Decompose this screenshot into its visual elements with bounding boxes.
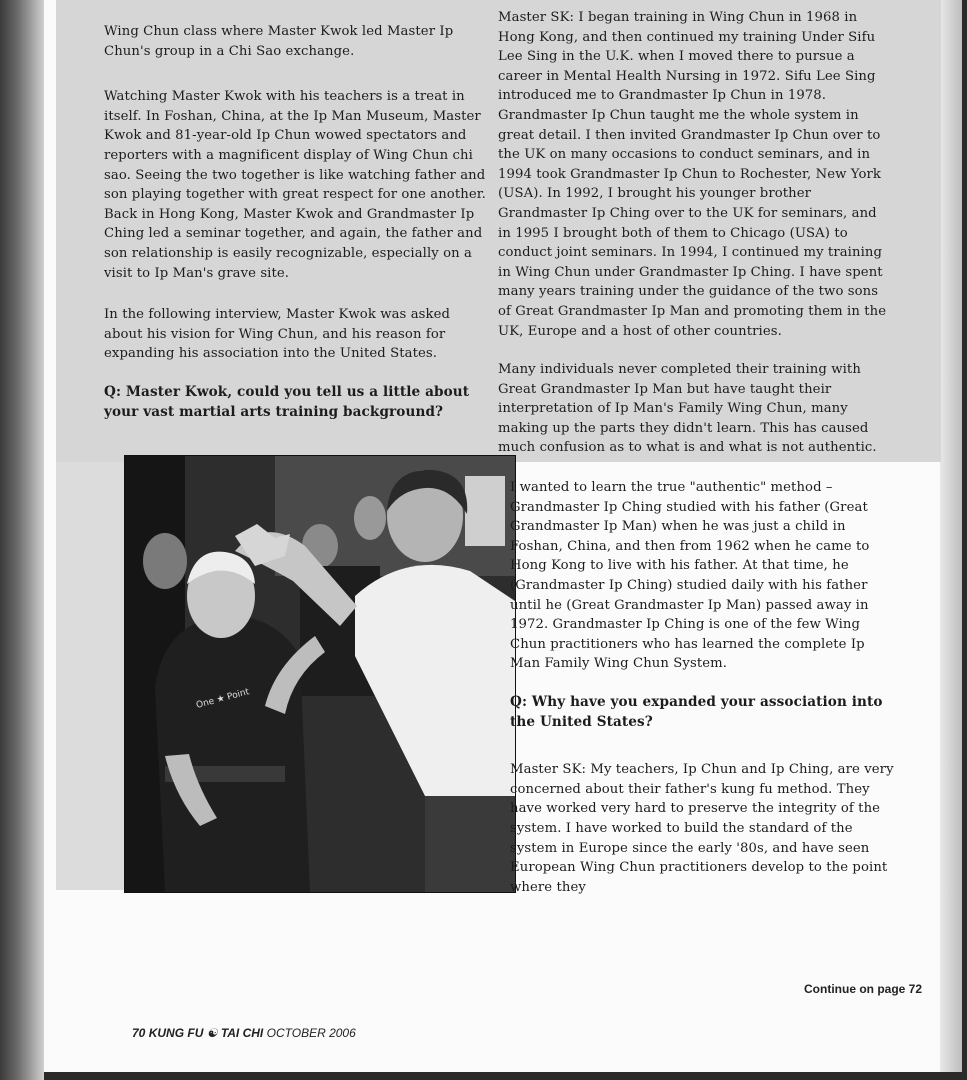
right-paragraph-3: I wanted to learn the true "authentic" method – Grandmaster Ip Ching studied with his father (Great Grandmaster Ip Man) when he was just a child in Foshan, China, and then from 1962 when he came to Hong Kong to live with his father. At that time, he (Grandmaster Ip Ching) studied daily with his father until he (Great Grandmaster Ip Man) passed away in 1972. Grandmaster Ip Ching is one of the few Wing Chun practitioners who has learned the complete Ip Man Family Wing Chun System. <box>510 480 870 672</box>
right-paragraph-1: Master SK: I began training in Wing Chun in 1968 in Hong Kong, and then continued my training Under Sifu Lee Sing in the U.K. when I moved there to pursue a career in Mental Health Nursing in 1972. Sifu Lee Sing introduced me to Grandmaster Ip Chun in 1978. Grandmaster Ip Chun taught me the whole system in great detail. I then invited Grandmaster Ip Chun over to the UK on many occasions to conduct seminars, and in 1994 took Grandmaster Ip Chun to Rochester, New York (USA). In 1992, I brought his younger brother Grandmaster Ip Ching over to the UK for seminars, and in 1995 I brought both of them to Chicago (USA) to conduct joint seminars. In 1994, I continued my training in Wing Chun under Grandmaster Ip Ching. I have spent many years training under the guidance of the two sons of Great Grandmaster Ip Man and promoting them in the UK, Europe and a host of other countries. <box>498 10 887 339</box>
footer-issue-date: OCTOBER 2006 <box>266 1026 356 1040</box>
page-gutter <box>940 0 962 1072</box>
yin-yang-icon: ☯ <box>206 1026 218 1040</box>
left-paragraph-1: Wing Chun class where Master Kwok led Master Ip Chun's group in a Chi Sao exchange. <box>104 24 454 59</box>
photo-illustration <box>125 456 515 892</box>
question-training-background: Q: Master Kwok, could you tell us a little about your vast martial arts training background? <box>104 383 470 420</box>
bystander-head-3 <box>354 496 386 540</box>
right-paragraph-4: Master SK: My teachers, Ip Chun and Ip Ching, are very concerned about their father's kung fu method. They have worked very hard to preserve the integrity of the system. I have worked to build the standard of the system in Europe since the early '80s, and have seen European Wing Chun practitioners develop to the point where they <box>510 762 894 895</box>
right-paragraph-2: Many individuals never completed their training with Great Grandmaster Ip Man but have taught their interpretation of Ip Man's Family Wing Chun, many making up the parts they didn't learn. This has caused much confusion as to what is and what is not authentic. <box>498 362 877 456</box>
left-paragraph-2: Watching Master Kwok with his teachers is a treat in itself. In Foshan, China, at the Ip Man Museum, Master Kwok and 81-year-old Ip Chun wowed spectators and reporters with a magnificent display of Wing Chun chi sao. Seeing the two together is like watching father and son playing together with great respect for one another. Back in Hong Kong, Master Kwok and Grandmaster Ip Ching led a seminar together, and again, the father and son relationship is easily recognizable, especially on a visit to Ip Man's grave site. <box>104 89 486 281</box>
shirt-text: One ★ Point <box>195 687 251 711</box>
page-footer <box>132 1026 356 1040</box>
photo-window <box>465 476 505 546</box>
elder-torso <box>155 616 310 892</box>
continue-on-page: Continue on page 72 <box>804 982 923 996</box>
footer-page-number: 70 <box>132 1026 146 1040</box>
right-column-top <box>498 8 888 477</box>
instructor-trousers <box>425 796 515 892</box>
left-paragraph-3: In the following interview, Master Kwok was asked about his vision for Wing Chun, and his reason for expanding his association into the United States. <box>104 307 451 362</box>
page-binding-edge <box>0 0 44 1080</box>
left-column <box>104 22 490 422</box>
photo-chi-sao <box>124 455 516 893</box>
footer-magazine-name: KUNG FU <box>148 1026 204 1040</box>
question-expand-association: Q: Why have you expanded your association into the United States? <box>510 693 883 730</box>
bystander-head-1 <box>143 533 187 589</box>
right-column-bottom <box>510 478 898 916</box>
footer-magazine-name-2: TAI CHI <box>220 1026 264 1040</box>
